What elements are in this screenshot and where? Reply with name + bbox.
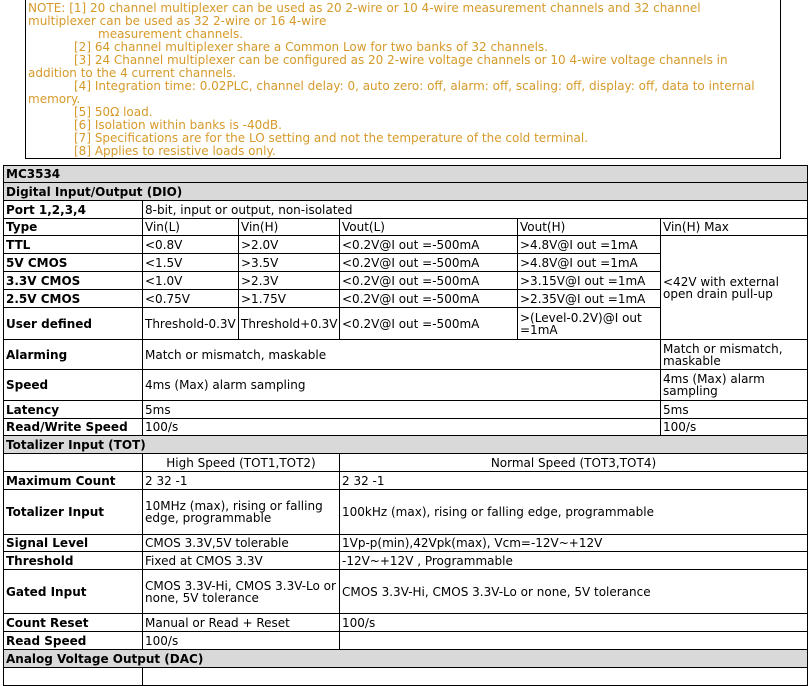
cell: >4.8V@I out =1mA	[518, 236, 661, 254]
type-header-row	[4, 219, 808, 236]
model-row	[4, 166, 808, 183]
table-row	[4, 570, 808, 614]
row-label: Maximum Count	[4, 472, 143, 490]
cell: >2.3V	[239, 272, 340, 290]
model-name: MC3534	[4, 166, 808, 183]
cell: 5ms	[143, 401, 661, 419]
table-row	[4, 370, 808, 401]
cell: 100kHz (max), rising or falling edge, programmable	[340, 490, 808, 535]
header-cell: High Speed (TOT1,TOT2)	[143, 454, 340, 472]
header-cell: Vout(H)	[518, 219, 661, 236]
cell: 2 32 -1	[143, 472, 340, 490]
header-cell: Vout(L)	[340, 219, 518, 236]
cell: 2 32 -1	[340, 472, 808, 490]
cell: <1.0V	[143, 272, 239, 290]
row-label: Signal Level	[4, 535, 143, 552]
cell: <0.2V@I out =-500mA	[340, 290, 518, 308]
cell: 100/s	[143, 632, 340, 650]
note-8: [8] Applies to resistive loads only.	[74, 144, 276, 158]
tot-section-row	[4, 436, 808, 454]
cell: 100/s	[661, 419, 808, 436]
row-label: Read/Write Speed	[4, 419, 143, 436]
cell: >2.35V@I out =1mA	[518, 290, 661, 308]
row-label: TTL	[4, 236, 143, 254]
cell: >3.5V	[239, 254, 340, 272]
cell: CMOS 3.3V-Hi, CMOS 3.3V-Lo or none, 5V tolerance	[143, 570, 340, 614]
cell: >1.75V	[239, 290, 340, 308]
table-row	[4, 668, 808, 686]
note-1-line-3: measurement channels.	[98, 27, 244, 41]
cell: Threshold+0.3V	[239, 308, 340, 340]
row-label: Speed	[4, 370, 143, 401]
table-row	[4, 535, 808, 552]
dac-section-row	[4, 650, 808, 668]
note-3-line-2: addition to the 4 current channels.	[28, 66, 237, 80]
cell: >(Level-0.2V)@I out =1mA	[518, 308, 661, 340]
empty-cell	[4, 668, 143, 686]
cell: CMOS 3.3V,5V tolerable	[143, 535, 340, 552]
row-label: 5V CMOS	[4, 254, 143, 272]
cell: <0.2V@I out =-500mA	[340, 308, 518, 340]
cell: 100/s	[340, 614, 808, 632]
note-7: [7] Specifications are for the LO setting and not the temperature of the cold terminal.	[74, 131, 589, 145]
note-3-line-1: [3] 24 Channel multiplexer can be configured as 20 2-wire voltage channels or 10 4-wire voltage channels in	[74, 53, 728, 67]
table-row	[4, 340, 808, 370]
row-label: Latency	[4, 401, 143, 419]
header-cell: Normal Speed (TOT3,TOT4)	[340, 454, 808, 472]
row-label: Count Reset	[4, 614, 143, 632]
tot-header-row	[4, 454, 808, 472]
row-label: Totalizer Input	[4, 490, 143, 535]
note-4-line-2: memory.	[28, 92, 81, 106]
cell	[340, 632, 808, 650]
cell: <0.8V	[143, 236, 239, 254]
table-row	[4, 490, 808, 535]
cell: Manual or Read + Reset	[143, 614, 340, 632]
header-cell: Vin(L)	[143, 219, 239, 236]
table-row	[4, 632, 808, 650]
note-1-line-2: multiplexer can be used as 32 2-wire or 16 4-wire	[28, 14, 327, 28]
note-1-line-1: NOTE: [1] 20 channel multiplexer can be used as 20 2-wire or 10 4-wire measurement channels and 32 channel	[28, 1, 701, 15]
cell: 4ms (Max) alarm sampling	[143, 370, 661, 401]
cell: 10MHz (max), rising or falling edge, programmable	[143, 490, 340, 535]
cell: >2.0V	[239, 236, 340, 254]
note-4-line-1: [4] Integration time: 0.02PLC, channel delay: 0, auto zero: off, alarm: off, scaling: off, display: off, data to internal	[74, 79, 755, 93]
cell: <1.5V	[143, 254, 239, 272]
cell: <0.2V@I out =-500mA	[340, 272, 518, 290]
row-label: Type	[4, 219, 143, 236]
notes-box	[25, 0, 781, 159]
note-2: [2] 64 channel multiplexer share a Common Low for two banks of 32 channels.	[74, 40, 548, 54]
empty-cell	[4, 454, 143, 472]
dio-section-title: Digital Input/Output (DIO)	[4, 183, 808, 201]
vinh-max-cell: <42V with external open drain pull-up	[661, 236, 808, 340]
cell: <0.2V@I out =-500mA	[340, 254, 518, 272]
cell: Match or mismatch, maskable	[661, 340, 808, 370]
header-cell: Vin(H) Max	[661, 219, 808, 236]
cell: Fixed at CMOS 3.3V	[143, 552, 340, 570]
row-label: 2.5V CMOS	[4, 290, 143, 308]
table-row	[4, 419, 808, 436]
table-row	[4, 236, 808, 254]
cell: >4.8V@I out =1mA	[518, 254, 661, 272]
dac-section-title: Analog Voltage Output (DAC)	[4, 650, 808, 668]
cell: 5ms	[661, 401, 808, 419]
cell: <0.75V	[143, 290, 239, 308]
cell: Match or mismatch, maskable	[143, 340, 661, 370]
cell: <0.2V@I out =-500mA	[340, 236, 518, 254]
row-label: User defined	[4, 308, 143, 340]
cell: >3.15V@I out =1mA	[518, 272, 661, 290]
table-row	[4, 201, 808, 219]
table-row	[4, 614, 808, 632]
note-6: [6] Isolation within banks is -40dB.	[74, 118, 282, 132]
table-row	[4, 472, 808, 490]
cell: 4ms (Max) alarm sampling	[661, 370, 808, 401]
row-label: Alarming	[4, 340, 143, 370]
row-label: Threshold	[4, 552, 143, 570]
cell: Threshold-0.3V	[143, 308, 239, 340]
cell: 100/s	[143, 419, 661, 436]
cell: -12V~+12V , Programmable	[340, 552, 808, 570]
row-label: Read Speed	[4, 632, 143, 650]
empty-cell	[143, 668, 808, 686]
note-5: [5] 50Ω load.	[74, 105, 153, 119]
table-row	[4, 552, 808, 570]
row-label: Gated Input	[4, 570, 143, 614]
table-row	[4, 401, 808, 419]
dio-section-row	[4, 183, 808, 201]
cell: 8-bit, input or output, non-isolated	[143, 201, 808, 219]
row-label: Port 1,2,3,4	[4, 201, 143, 219]
header-cell: Vin(H)	[239, 219, 340, 236]
cell: CMOS 3.3V-Hi, CMOS 3.3V-Lo or none, 5V tolerance	[340, 570, 808, 614]
cell: 1Vp-p(min),42Vpk(max), Vcm=-12V~+12V	[340, 535, 808, 552]
row-label: 3.3V CMOS	[4, 272, 143, 290]
tot-section-title: Totalizer Input (TOT)	[4, 436, 808, 454]
spec-table	[3, 165, 808, 686]
